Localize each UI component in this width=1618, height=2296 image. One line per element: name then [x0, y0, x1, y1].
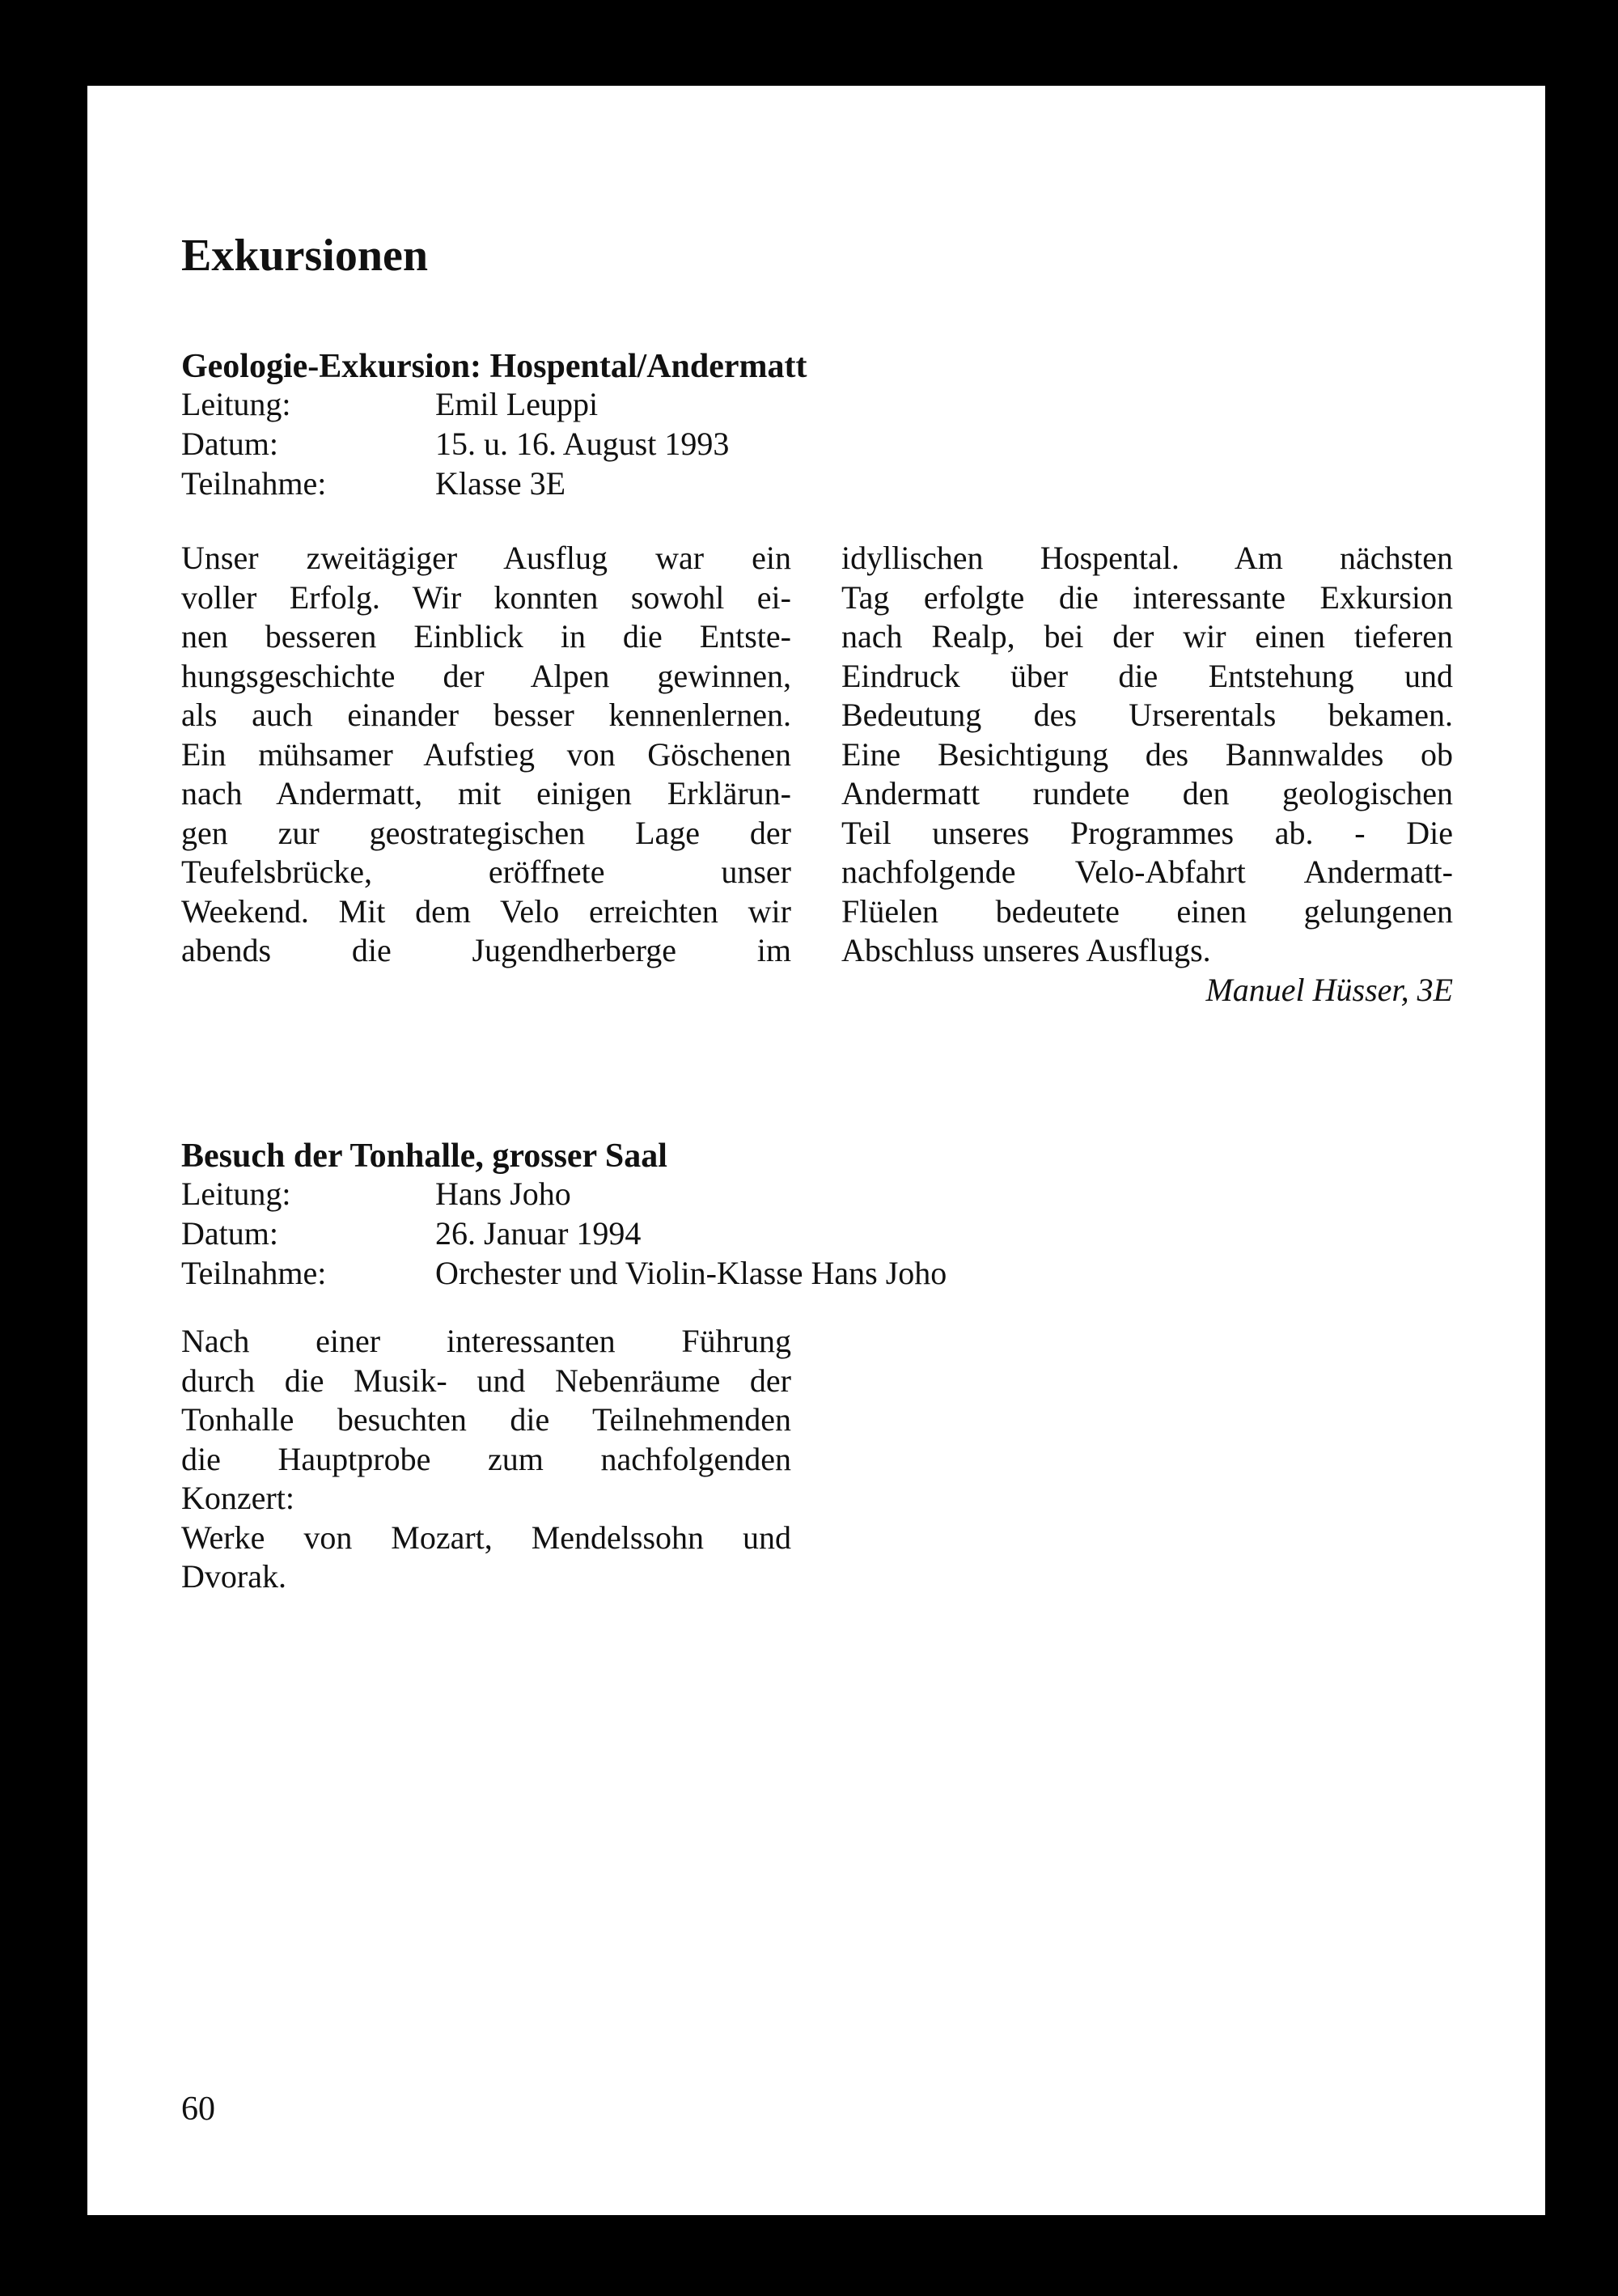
excursion1-leitung-value: Emil Leuppi: [435, 386, 599, 422]
text-line: Eine Besichtigung des Bannwaldes ob: [841, 735, 1453, 773]
excursion1-text-left-column: [181, 539, 791, 971]
excursion2-teilnahme-label: Teilnahme:: [181, 1255, 327, 1291]
text-line: Andermatt rundete den geologischen: [841, 775, 1453, 811]
text-line: gen zur geostrategischen Lage der: [181, 814, 791, 851]
text-line: die Hauptprobe zum nachfolgenden: [181, 1440, 791, 1477]
text-line: Weekend. Mit dem Velo erreichten wir: [181, 892, 791, 930]
excursion1-teilnahme-value: Klasse 3E: [435, 465, 566, 502]
author-signature: Manuel Hüsser, 3E: [1205, 971, 1453, 1008]
excursion1-title: Geologie-Exkursion: Hospental/Andermatt: [181, 348, 807, 385]
text-line: Tag erfolgte die interessante Exkursion: [841, 578, 1453, 616]
document-page: [87, 86, 1545, 2215]
excursion2-leitung-label: Leitung:: [181, 1176, 291, 1212]
text-line: durch die Musik- und Nebenräume der: [181, 1362, 791, 1399]
excursion2-teilnahme-value: Orchester und Violin-Klasse Hans Joho: [435, 1255, 947, 1291]
text-line: Teil unseres Programmes ab. - Die: [841, 814, 1453, 851]
excursion2-leitung-value: Hans Joho: [435, 1176, 571, 1212]
page-heading: Exkursionen: [181, 231, 428, 281]
excursion2-datum-label: Datum:: [181, 1215, 278, 1252]
text-line: nachfolgende Velo-Abfahrt Andermatt-: [841, 854, 1453, 890]
text-line: nach Andermatt, mit einigen Erklärun-: [181, 775, 791, 811]
text-line: Dvorak.: [181, 1558, 286, 1595]
text-line: voller Erfolg. Wir konnten sowohl ei-: [181, 578, 791, 616]
text-line: nach Realp, bei der wir einen tieferen: [841, 618, 1453, 654]
text-line: abends die Jugendherberge im: [181, 932, 791, 968]
excursion1-teilnahme-label: Teilnahme:: [181, 465, 327, 502]
excursion2-text-column: [181, 1322, 791, 1597]
excursion1-datum-value: 15. u. 16. August 1993: [435, 426, 730, 462]
text-line: Konzert:: [181, 1480, 294, 1516]
excursion1-leitung-label: Leitung:: [181, 386, 291, 422]
text-line: als auch einander besser kennenlernen.: [181, 697, 791, 733]
text-line: Ein mühsamer Aufstieg von Göschenen: [181, 735, 791, 773]
text-line: Eindruck über die Entstehung und: [841, 657, 1453, 694]
text-line: Abschluss unseres Ausflugs.: [841, 932, 1211, 968]
text-line: Flüelen bedeutete einen gelungenen: [841, 892, 1453, 930]
text-line: Werke von Mozart, Mendelssohn und: [181, 1519, 791, 1556]
text-line: nen besseren Einblick in die Entste-: [181, 618, 791, 654]
page-number: 60: [181, 2091, 215, 2128]
text-line: Nach einer interessanten Führung: [181, 1323, 791, 1359]
text-line: idyllischen Hospental. Am nächsten: [841, 540, 1453, 576]
excursion2-datum-value: 26. Januar 1994: [435, 1215, 642, 1252]
text-line: Unser zweitägiger Ausflug war ein: [181, 540, 791, 576]
excursion1-text-right-column: [841, 539, 1453, 1010]
text-line: hungsgeschichte der Alpen gewinnen,: [181, 657, 791, 694]
excursion2-title: Besuch der Tonhalle, grosser Saal: [181, 1137, 667, 1175]
text-line: Tonhalle besuchten die Teilnehmenden: [181, 1401, 791, 1438]
excursion1-datum-label: Datum:: [181, 426, 278, 462]
text-line: Teufelsbrücke, eröffnete unser: [181, 854, 791, 890]
text-line: Bedeutung des Urserentals bekamen.: [841, 697, 1453, 733]
